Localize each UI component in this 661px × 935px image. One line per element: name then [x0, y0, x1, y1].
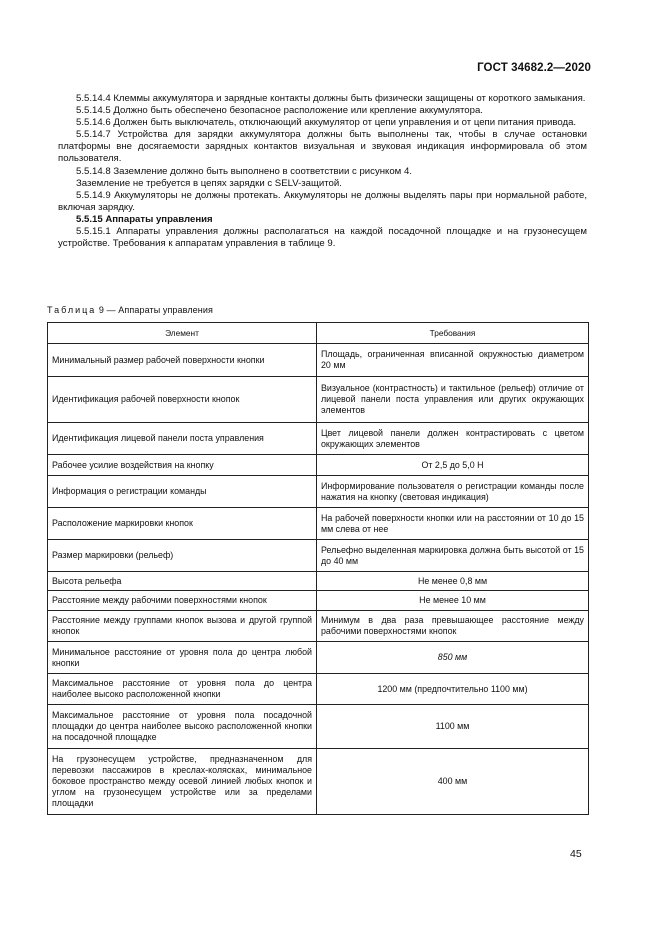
- table-row: [48, 476, 589, 508]
- paragraph-5-5-14-4: 5.5.14.4 Клеммы аккумулятора и зарядные контакты должны быть физически защищены от короткого замыкания.: [76, 93, 586, 104]
- table-row: [48, 749, 589, 815]
- requirement-cell: Визуальное (контрастность) и тактильное (рельеф) отличие от лицевой панели поста управления или других окружающих элементов: [317, 377, 589, 423]
- requirement-cell: Цвет лицевой панели должен контрастировать с цветом окружающих элементов: [317, 423, 589, 455]
- element-cell: На грузонесущем устройстве, предназначенном для перевозки пассажиров в креслах-колясках, минимальное боковое пространство между осевой линией любых кнопок и углом на грузонесущем устройстве или за пределами площадки: [48, 749, 317, 815]
- table-caption-title: 9 — Аппараты управления: [96, 305, 213, 315]
- column-header-requirements: Требования: [317, 323, 589, 344]
- element-cell: Идентификация рабочей поверхности кнопок: [48, 377, 317, 423]
- element-cell: Информация о регистрации команды: [48, 476, 317, 508]
- requirement-cell: Площадь, ограниченная вписанной окружностью диаметром 20 мм: [317, 344, 589, 377]
- requirement-cell: От 2,5 до 5,0 Н: [317, 455, 589, 476]
- table-row: [48, 423, 589, 455]
- paragraph-grounding-note: Заземление не требуется в цепях зарядки с SELV-защитой.: [76, 177, 342, 189]
- requirement-cell: Информирование пользователя о регистрации команды после нажатия на кнопку (световая индикация): [317, 476, 589, 508]
- element-cell: Расположение маркировки кнопок: [48, 508, 317, 540]
- requirement-cell: 850 мм: [317, 642, 589, 674]
- table-row: [48, 642, 589, 674]
- element-cell: Рабочее усилие воздействия на кнопку: [48, 455, 317, 476]
- paragraph-5-5-14-8: 5.5.14.8 Заземление должно быть выполнено в соответствии с рисунком 4.: [76, 165, 412, 177]
- requirement-cell: На рабочей поверхности кнопки или на расстоянии от 10 до 15 мм слева от нее: [317, 508, 589, 540]
- element-cell: Расстояние между группами кнопок вызова и другой группой кнопок: [48, 611, 317, 642]
- requirement-cell: 1200 мм (предпочтительно 1100 мм): [317, 674, 589, 705]
- table-header-row: [48, 323, 589, 344]
- element-cell: Минимальный размер рабочей поверхности кнопки: [48, 344, 317, 377]
- table-row: [48, 377, 589, 423]
- table-row: [48, 540, 589, 572]
- paragraph-5-5-14-5: 5.5.14.5 Должно быть обеспечено безопасное расположение или крепление аккумулятора.: [76, 105, 483, 117]
- paragraph-5-5-14-7: 5.5.14.7 Устройства для зарядки аккумулятора должны быть выполнены так, чтобы в случае остановки платформы вне досягаемости зарядных контактов визуальная и звуковая индикация информировала об этом пользователя.: [58, 129, 587, 165]
- document-header: ГОСТ 34682.2—2020: [477, 62, 591, 74]
- paragraph-5-5-14-6: 5.5.14.6 Должен быть выключатель, отключающий аккумулятор от цепи управления и от цепи питания привода.: [76, 117, 577, 129]
- element-cell: Идентификация лицевой панели поста управления: [48, 423, 317, 455]
- requirement-cell: Рельефно выделенная маркировка должна быть высотой от 15 до 40 мм: [317, 540, 589, 572]
- table-caption: [47, 305, 213, 315]
- requirement-cell: Не менее 0,8 мм: [317, 572, 589, 591]
- table-row: [48, 455, 589, 476]
- column-header-element: Элемент: [48, 323, 317, 344]
- element-cell: Максимальное расстояние от уровня пола посадочной площадки до центра наиболее высоко расположенной кнопки на посадочной площадке: [48, 705, 317, 749]
- requirement-cell: 400 мм: [317, 749, 589, 815]
- requirement-cell: Не менее 10 мм: [317, 591, 589, 611]
- requirement-cell: Минимум в два раза превышающее расстояние между рабочими поверхностями кнопок: [317, 611, 589, 642]
- table-row: [48, 344, 589, 377]
- table-row: [48, 611, 589, 642]
- element-cell: Расстояние между рабочими поверхностями кнопок: [48, 591, 317, 611]
- paragraph-5-5-15-1: 5.5.15.1 Аппараты управления должны располагаться на каждой посадочной площадке и на грузонесущем устройстве. Требования к аппаратам управления в таблице 9.: [58, 226, 587, 250]
- requirement-cell: 1100 мм: [317, 705, 589, 749]
- page-number: 45: [570, 848, 582, 860]
- element-cell: Максимальное расстояние от уровня пола до центра наиболее высоко расположенной кнопки: [48, 674, 317, 705]
- element-cell: Минимальное расстояние от уровня пола до центра любой кнопки: [48, 642, 317, 674]
- table-caption-label: Таблица: [47, 305, 97, 315]
- table-row: [48, 572, 589, 591]
- controls-table: [47, 322, 589, 815]
- body-text: [58, 93, 587, 250]
- table-row: [48, 674, 589, 705]
- section-heading-5-5-15: 5.5.15 Аппараты управления: [76, 213, 213, 225]
- element-cell: Размер маркировки (рельеф): [48, 540, 317, 572]
- table-row: [48, 705, 589, 749]
- table-row: [48, 591, 589, 611]
- table-row: [48, 508, 589, 540]
- element-cell: Высота рельефа: [48, 572, 317, 591]
- paragraph-5-5-14-9: 5.5.14.9 Аккумуляторы не должны протекать. Аккумуляторы не должны выделять пары при нормальной работе, включая зарядку.: [58, 189, 587, 213]
